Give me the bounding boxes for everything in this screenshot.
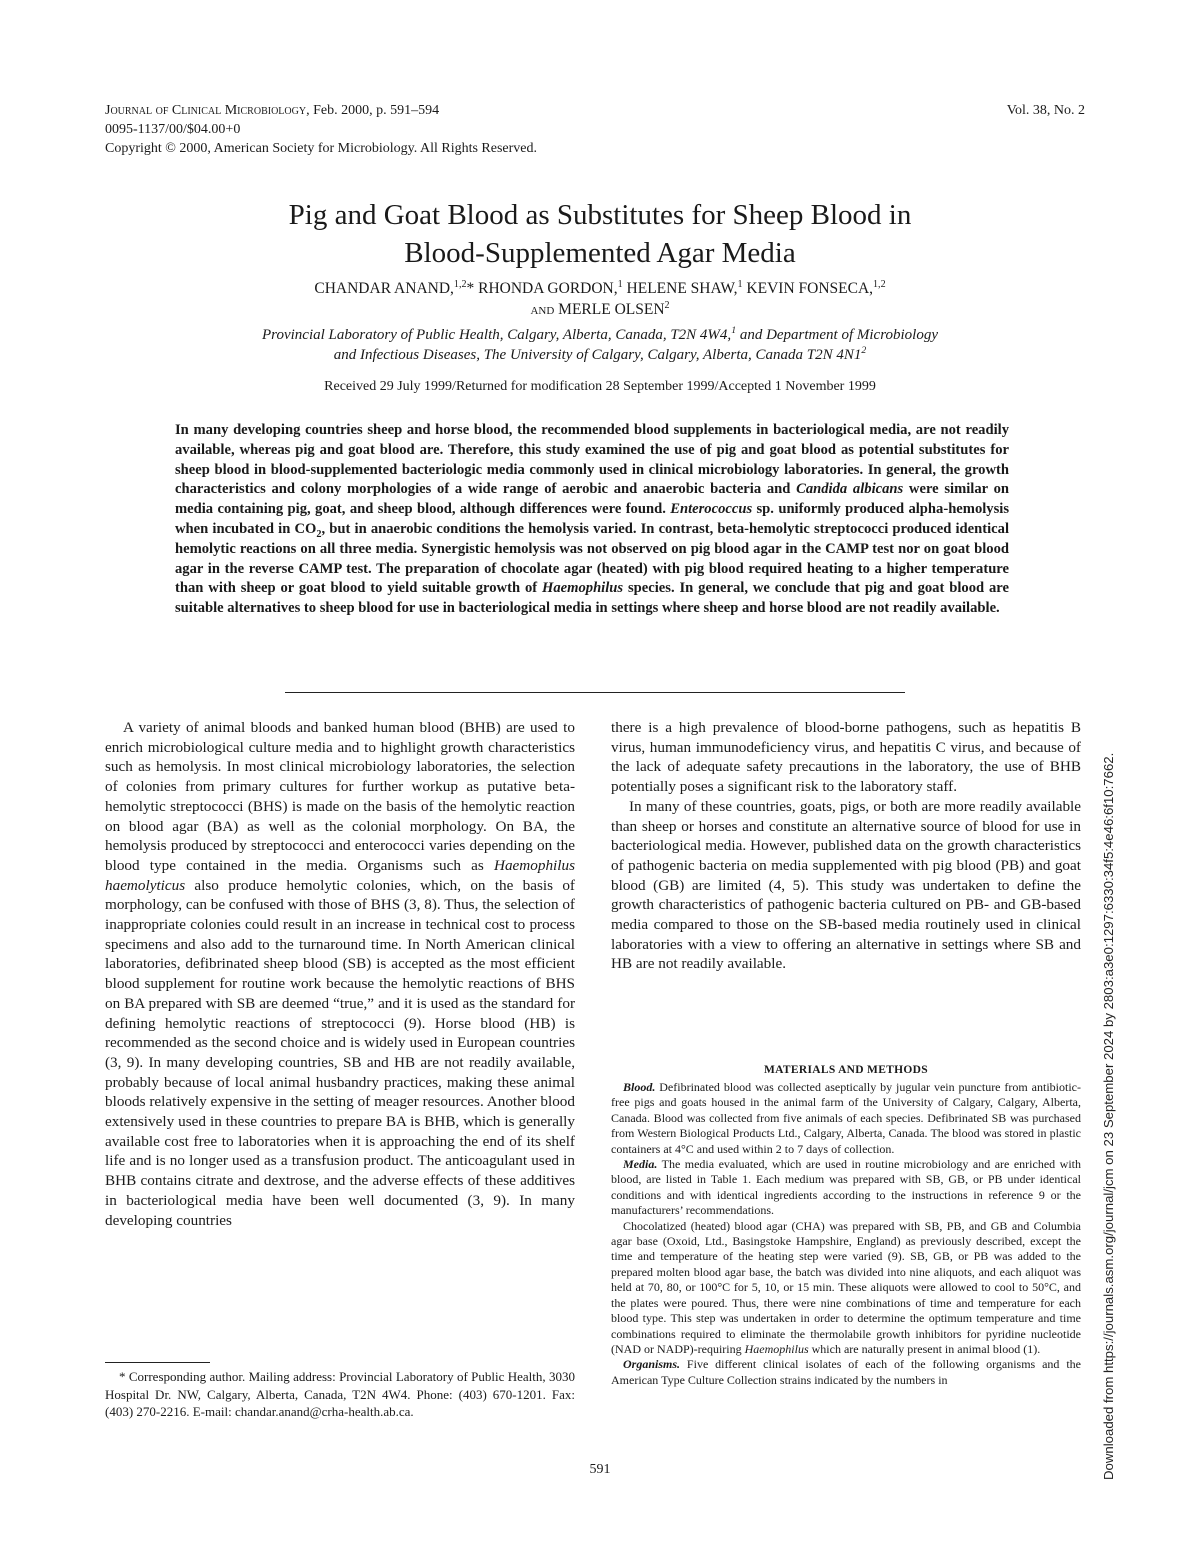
corresponding-author-footnote: * Corresponding author. Mailing address: Provincial Laboratory of Public Health, 3030 Hospital Dr. NW, Calgary, Alberta, Canada, T2N 4W4. Phone: (403) 670-1201. Fax: (403) 270-2216. E-mail: chandar.anand@crha-health.ab.ca. xyxy=(105,1369,575,1419)
methods-body: Chocolatized (heated) blood agar (CHA) was prepared with SB, PB, and GB and Columbia agar base (Oxoid, Ltd., Basingstoke Hampshire, England) as previously described, except the time and temperature of the heating step were varied (9). SB, GB, or PB was added to the prepared molten blood agar base, the batch was divided into nine aliquots, and each aliquot was held at 70, 80, or 100°C for 5, 10, or 15 min. These aliquots were allowed to cool to 50°C, and the plates were poured. Thus, there were nine combinations of time and temperature for each blood type. This step was undertaken in order to determine the optimum temperature and time combinations required to eliminate the thermolabile growth inhibitors for pyridine nucleotide (NAD or NADP)-requiring xyxy=(611,1218,1081,1356)
page-number: 591 xyxy=(589,1462,611,1477)
journal-citation xyxy=(105,101,537,158)
abstract-italic: Candida albicans xyxy=(796,481,904,498)
affiliations xyxy=(100,325,1100,365)
download-watermark: Downloaded from https://journals.asm.org/journal/jcm on 23 September 2024 by 2803:a3e0:1297:6330:34f5:4e46:6f10:7662. xyxy=(1101,752,1116,1480)
received-dates: Received 29 July 1999/Returned for modification 28 September 1999/Accepted 1 November 1999 xyxy=(324,379,876,394)
author: HELENE SHAW, xyxy=(622,280,738,297)
methods-body: which are naturally present in animal blood (1). xyxy=(808,1341,1041,1356)
abstract-italic: Haemophilus xyxy=(542,580,624,597)
abstract xyxy=(175,421,1009,619)
body-text: A variety of animal bloods and banked human blood (BHB) are used to enrich microbiological culture media and to highlight growth characteristics such as hemolysis. In most clinical microbiology laboratories, the selection of colonies from primary cultures for further workup as putative beta-hemolytic streptococci (BHS) is made on the basis of the hemolytic reaction on blood agar (BA) as well as the colonial morphology. On BA, the hemolysis produced by streptococci and enterococci varies depending on the blood type contained in the media. Organisms such as xyxy=(105,719,575,874)
abstract-subscript: 2 xyxy=(316,528,322,540)
author-affil-mark: 2 xyxy=(664,299,670,311)
abstract-italic: Enterococcus xyxy=(670,501,753,518)
author-affil-mark: 1 xyxy=(617,278,623,290)
methods-italic: Haemophilus xyxy=(744,1341,809,1356)
footnote-divider xyxy=(105,1362,210,1363)
title-line-1: Pig and Goat Blood as Substitutes for Sheep Blood in xyxy=(288,199,912,231)
abstract-text: species. In general, we conclude that pig and goat blood are suitable alternatives to sheep blood for use in bacteriological media in settings where sheep and horse blood are not readily available. xyxy=(175,580,1009,617)
issn: 0095-1137/00/$04.00+0 xyxy=(105,122,241,137)
title-line-2: Blood-Supplemented Agar Media xyxy=(404,237,796,269)
methods-paragraph xyxy=(611,1219,1081,1358)
body-paragraph xyxy=(105,718,575,1230)
body-column-right xyxy=(611,718,1081,974)
author: CHANDAR ANAND, xyxy=(314,280,454,297)
subheading: Media. xyxy=(623,1157,658,1172)
author-and: and xyxy=(530,301,555,318)
subheading: Blood. xyxy=(623,1080,656,1094)
abstract-text: were similar on media containing pig, goat, and sheep blood, although differences were found. xyxy=(175,481,1009,518)
abstract-text: sp. uniformly produced alpha-hemolysis when incubated in CO xyxy=(175,501,1010,537)
affiliation-mark: 1 xyxy=(731,325,737,336)
abstract-divider xyxy=(285,692,905,693)
section-heading: MATERIALS AND METHODS xyxy=(764,1064,928,1076)
methods-paragraph xyxy=(611,1357,1081,1388)
journal-name: Journal of Clinical Microbiology xyxy=(105,103,307,118)
author: KEVIN FONSECA, xyxy=(742,280,874,297)
abstract-text: , but in anaerobic conditions the hemolysis varied. In contrast, beta-hemolytic streptococci produced identical hemolytic reactions on all three media. Synergistic hemolysis was not observed on pig blood agar in the CAMP test nor on goat blood agar in the reverse CAMP test. The preparation of chocolate agar (heated) with pig blood required heating to a higher temperature than with sheep or goat blood to yield suitable growth of xyxy=(175,520,1009,597)
author-affil-mark: 1 xyxy=(737,278,743,290)
subheading: Organisms. xyxy=(623,1357,681,1372)
affiliation-text: Provincial Laboratory of Public Health, Calgary, Alberta, Canada, T2N 4W4, xyxy=(262,327,732,343)
corresponding-mark: * xyxy=(466,280,479,297)
methods-text xyxy=(611,1080,1081,1388)
author: RHONDA GORDON, xyxy=(478,280,618,297)
copyright: Copyright © 2000, American Society for Microbiology. All Rights Reserved. xyxy=(105,141,538,156)
author-list xyxy=(100,278,1100,320)
affiliation-text: and Department of Microbiology xyxy=(736,327,938,343)
body-text: also produce hemolytic colonies, which, on the basis of morphology, can be confused with those of BHS (3, 8). Thus, the selection of inappropriate colonies could result in an increase in technical cost to process specimens and also add to the turnaround time. In North American clinical laboratories, defibrinated sheep blood (SB) is accepted as the most efficient blood supplement for routine work because the hemolytic reactions of BHS on BA prepared with SB are deemed “true,” and it is used as the standard for defining hemolytic reactions of streptococci (9). Horse blood (HB) is recommended as the second choice and is widely used in European countries (3, 9). In many developing countries, SB and HB are not readily available, probably because of local animal husbandry practices, making these animal bloods relatively expensive in the setting of meager resources. Another blood extensively used in these countries to prepare BA is BHB, which is generally available cost free to laboratories when it is approaching the end of its shelf life and is no longer used as a transfusion product. The anticoagulant used in BHB contains citrate and dextrose, and the adverse effects of these additives in bacteriological media have been well documented (3, 9). In many developing countries xyxy=(105,876,575,1229)
body-paragraph: there is a high prevalence of blood-borne pathogens, such as hepatitis B virus, human immunodeficiency virus, and hepatitis C virus, and because of the lack of adequate safety precautions in the laboratory, the use of BHB potentially poses a significant risk to the laboratory staff. xyxy=(611,719,1081,796)
methods-body: Five different clinical isolates of each of the following organisms and the American Type Culture Collection strains indicated by the numbers in xyxy=(611,1357,1081,1387)
abstract-text: In many developing countries sheep and horse blood, the recommended blood supplements in bacteriological media, are not readily available, whereas pig and goat blood are. Therefore, this study examined the use of pig and goat blood as potential substitutes for sheep blood in blood-supplemented bacteriologic media commonly used in clinical microbiology laboratories. In general, the growth characteristics and colony morphologies of a wide range of aerobic and anaerobic bacteria and xyxy=(175,422,1009,498)
methods-body: Defibrinated blood was collected aseptically by jugular vein puncture from antibiotic-free pigs and goats housed in the animal farm of the University of Calgary, Calgary, Alberta, Canada. Blood was collected from five animals of each species. Defibrinated SB was purchased from Western Biological Products Ltd., Calgary, Alberta, Canada. The blood was stored in plastic containers at 4°C and used within 2 to 7 days of collection. xyxy=(611,1080,1081,1156)
affiliation-text: and Infectious Diseases, The University of Calgary, Calgary, Alberta, Canada T2N 4N1 xyxy=(333,347,862,363)
author-affil-mark: 1,2 xyxy=(453,278,467,290)
article-title xyxy=(100,196,1100,272)
author: MERLE OLSEN xyxy=(554,301,665,318)
body-paragraph: In many of these countries, goats, pigs, or both are more readily available than sheep or horses and constitute an alternative source of blood for use in bacteriological media. However, published data on the growth characteristics of pathogenic bacteria on media supplemented with pig blood (PB) and goat blood (GB) are limited (4, 5). This study was undertaken to define the growth characteristics of pathogenic bacteria cultured on PB- and GB-based media compared to those on the SB-based media routinely used in clinical laboratories with a view to offering an alternative in settings where SB and HB are not readily available. xyxy=(611,797,1081,973)
methods-paragraph xyxy=(611,1157,1081,1219)
methods-paragraph xyxy=(611,1080,1081,1157)
issue-info: , Feb. 2000, p. 591–594 xyxy=(306,103,440,118)
body-italic: Haemophilus haemolyticus xyxy=(105,856,575,894)
author-affil-mark: 1,2 xyxy=(873,278,886,290)
methods-body: The media evaluated, which are used in routine microbiology and are enriched with blood, are listed in Table 1. Each medium was prepared with SB, GB, or PB under identical conditions and with identical ingredients according to the instructions in reference 9 or the manufacturers’ recommendations. xyxy=(611,1157,1081,1218)
body-column-left xyxy=(105,718,575,1230)
affiliation-mark: 2 xyxy=(861,345,867,356)
volume-info: Vol. 38, No. 2 xyxy=(1006,103,1085,118)
